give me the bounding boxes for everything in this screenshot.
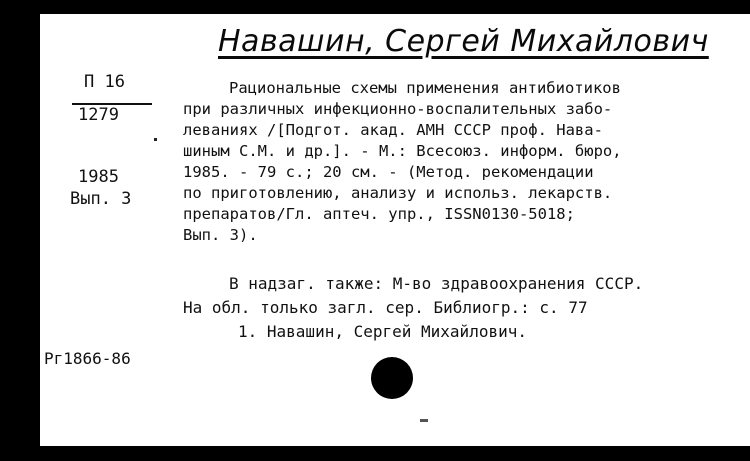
punch-hole bbox=[371, 357, 413, 399]
description-line: шиным С.М. и др.]. - М.: Всесоюз. информ. бюро, bbox=[183, 142, 622, 160]
tracing-line: 1. Навашин, Сергей Михайлович. bbox=[238, 322, 527, 341]
description-line: по приготовлению, анализу и использ. лекарств. bbox=[183, 184, 613, 202]
note-line: В надзаг. также: М-во здравоохранения СССР. bbox=[229, 274, 644, 293]
catalog-card bbox=[40, 14, 750, 446]
description-line: Вып. 3). bbox=[183, 226, 258, 244]
description-line: препаратов/Гл. аптеч. упр., ISSN0130-5018; bbox=[183, 205, 575, 223]
description-line: при различных инфекционно-воспалительных забо- bbox=[183, 100, 613, 118]
shelfmark-bottom: 1279 bbox=[78, 105, 119, 125]
shelfmark-top: П 16 bbox=[84, 72, 125, 92]
bibliographic-description bbox=[183, 78, 743, 246]
description-line: Рациональные схемы применения антибиотиков bbox=[229, 79, 621, 97]
card-heading: Навашин, Сергей Михайлович bbox=[218, 24, 709, 59]
registry-number: Рг1866-86 bbox=[44, 349, 131, 368]
shelfmark-issue: Вып. 3 bbox=[70, 189, 132, 209]
speck-mark bbox=[154, 138, 157, 141]
shelfmark-year: 1985 bbox=[78, 167, 119, 187]
speck-mark bbox=[420, 419, 428, 422]
description-line: леваниях /[Подгот. акад. АМН СССР проф. Нава- bbox=[183, 121, 603, 139]
notes-block bbox=[183, 272, 643, 344]
description-line: 1985. - 79 с.; 20 см. - (Метод. рекомендации bbox=[183, 163, 594, 181]
note-line: На обл. только загл. сер. Библиогр.: с. 77 bbox=[183, 298, 588, 317]
